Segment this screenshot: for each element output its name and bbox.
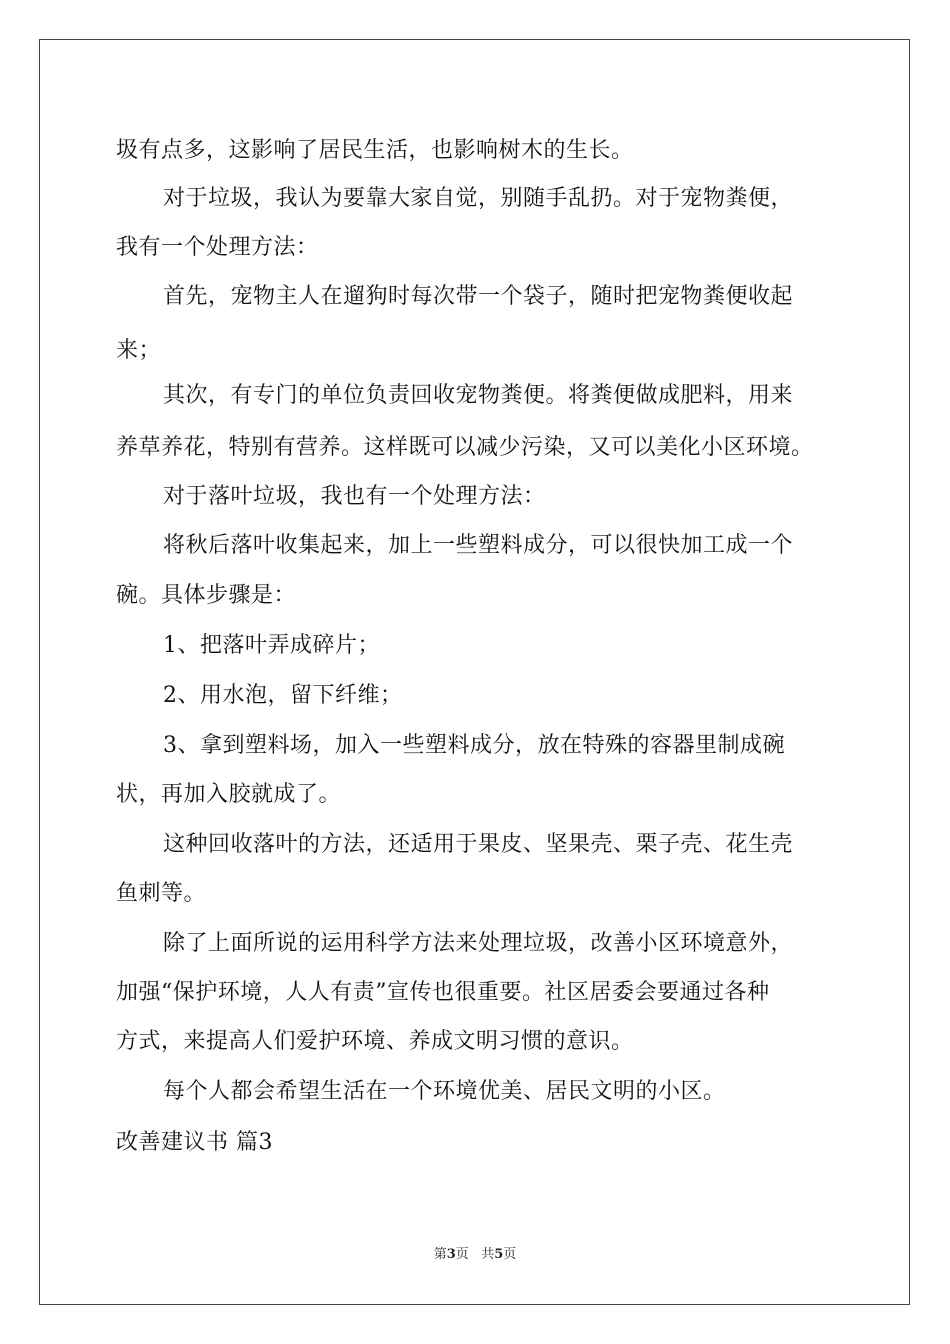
text-line: 其次，有专门的单位负责回收宠物粪便。将粪便做成肥料，用来 — [163, 383, 794, 408]
text-line: 状，再加入胶就成了。 — [116, 782, 342, 807]
text-line: 1、把落叶弄成碎片； — [163, 633, 380, 658]
text-line: 对于落叶垃圾，我也有一个处理方法： — [163, 484, 546, 509]
text-line: 首先，宠物主人在遛狗时每次带一个袋子，随时把宠物粪便收起 — [163, 284, 794, 309]
page-footer — [0, 1246, 950, 1264]
text-line: 除了上面所说的运用科学方法来处理垃圾，改善小区环境意外， — [163, 931, 794, 956]
text-line: 我有一个处理方法： — [116, 235, 319, 260]
footer-page-number: 3 — [446, 1247, 456, 1262]
text-line: 2、用水泡，留下纤维； — [163, 683, 403, 708]
section-heading: 改善建议书 篇3 — [116, 1130, 273, 1155]
text-line: 圾有点多，这影响了居民生活，也影响树木的生长。 — [116, 138, 634, 163]
footer-total-pages: 5 — [494, 1247, 504, 1262]
text-line: 养草养花，特别有营养。这样既可以减少污染，又可以美化小区环境。 — [116, 435, 814, 460]
text-line: 方式，来提高人们爱护环境、养成文明习惯的意识。 — [116, 1029, 634, 1054]
footer-total-suffix: 页 — [503, 1247, 517, 1262]
text-line: 这种回收落叶的方法，还适用于果皮、坚果壳、栗子壳、花生壳 — [163, 832, 794, 857]
text-line: 加强“保护环境，人人有责”宣传也很重要。社区居委会要通过各种 — [116, 980, 770, 1005]
text-line: 碗。具体步骤是： — [116, 583, 297, 608]
footer-prefix: 第 — [433, 1247, 447, 1262]
footer-total-prefix: 共 — [481, 1247, 495, 1262]
text-line: 3、拿到塑料场，加入一些塑料成分，放在特殊的容器里制成碗 — [163, 733, 785, 758]
footer-page-suffix: 页 — [455, 1247, 469, 1262]
page-border — [39, 39, 910, 1305]
text-line: 将秋后落叶收集起来，加上一些塑料成分，可以很快加工成一个 — [163, 533, 794, 558]
text-line: 来； — [116, 338, 162, 363]
text-line: 每个人都会希望生活在一个环境优美、居民文明的小区。 — [163, 1079, 726, 1104]
text-line: 鱼刺等。 — [116, 881, 207, 906]
text-line: 对于垃圾，我认为要靠大家自觉，别随手乱扔。对于宠物粪便， — [163, 186, 794, 211]
